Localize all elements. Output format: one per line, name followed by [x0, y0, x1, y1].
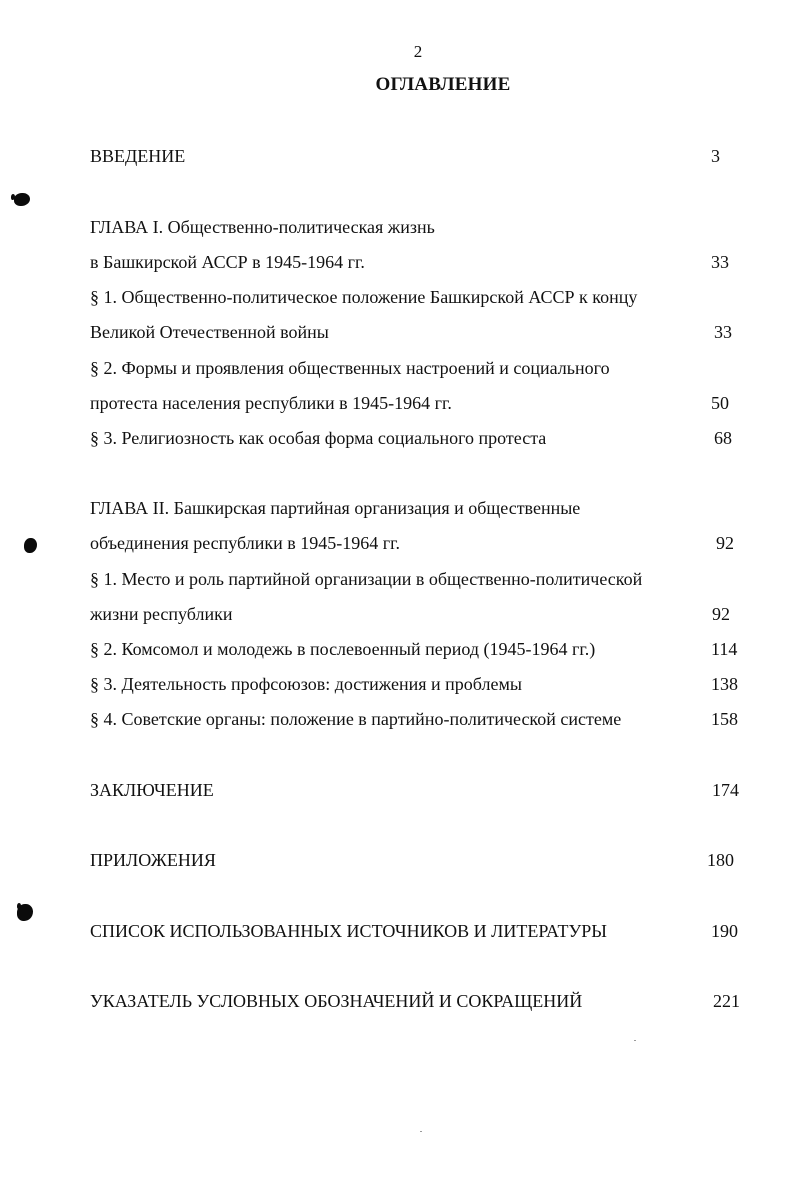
toc-page-ch2-section3: 138	[711, 674, 738, 694]
toc-entry-ch1-section2: § 2. Формы и проявления общественных настроений и социального	[90, 358, 610, 378]
toc-entry-conclusion: ЗАКЛЮЧЕНИЕ	[90, 780, 214, 800]
scan-ink-blot	[24, 538, 37, 553]
toc-page-chapter2: 92	[716, 533, 734, 553]
toc-entry-ch2-section2: § 2. Комсомол и молодежь в послевоенный период (1945-1964 гг.)	[90, 639, 596, 659]
toc-entry-abbreviations: УКАЗАТЕЛЬ УСЛОВНЫХ ОБОЗНАЧЕНИЙ И СОКРАЩЕНИЙ	[90, 991, 583, 1011]
toc-entry-chapter2-title: ГЛАВА II. Башкирская партийная организация и общественные	[90, 498, 581, 518]
scan-speck	[634, 1040, 636, 1041]
toc-page-conclusion: 174	[712, 780, 739, 800]
page-number: 2	[413, 42, 423, 61]
scan-ink-blot	[14, 193, 30, 206]
toc-entry-appendix: ПРИЛОЖЕНИЯ	[90, 850, 216, 870]
toc-entry-ch2-section4: § 4. Советские органы: положение в партийно-политической системе	[90, 709, 622, 729]
toc-entry-intro: ВВЕДЕНИЕ	[90, 146, 186, 166]
toc-entry-ch2-section1: § 1. Место и роль партийной организации в общественно-политической	[90, 569, 643, 589]
toc-entry-chapter1-title: ГЛАВА I. Общественно-политическая жизнь	[90, 217, 435, 237]
toc-page-abbreviations: 221	[713, 991, 740, 1011]
toc-entry-ch1-section3: § 3. Религиозность как особая форма социального протеста	[90, 428, 547, 448]
toc-title: ОГЛАВЛЕНИЕ	[375, 74, 511, 95]
toc-entry-ch1-section2-cont: протеста населения республики в 1945-1964 гг.	[90, 393, 452, 413]
toc-page-ch1-section1: 33	[714, 322, 732, 342]
scan-speck	[420, 1131, 422, 1132]
toc-entry-ch1-section1: § 1. Общественно-политическое положение Башкирской АССР к концу	[90, 287, 638, 307]
toc-entry-ch1-section1-cont: Великой Отечественной войны	[90, 322, 329, 342]
toc-entry-ch2-section1-cont: жизни республики	[90, 604, 233, 624]
toc-page-ch1-section2: 50	[711, 393, 729, 413]
toc-page-intro: 3	[711, 146, 720, 166]
toc-page-sources: 190	[711, 921, 738, 941]
toc-entry-ch2-section3: § 3. Деятельность профсоюзов: достижения и проблемы	[90, 674, 522, 694]
toc-page-appendix: 180	[707, 850, 734, 870]
toc-page-ch2-section1: 92	[712, 604, 730, 624]
toc-page-ch1-section3: 68	[714, 428, 732, 448]
toc-entry-chapter2-title-cont: объединения республики в 1945-1964 гг.	[90, 533, 400, 553]
toc-page-ch2-section4: 158	[711, 709, 738, 729]
toc-entry-sources: СПИСОК ИСПОЛЬЗОВАННЫХ ИСТОЧНИКОВ И ЛИТЕРАТУРЫ	[90, 921, 607, 941]
toc-page-chapter1: 33	[711, 252, 729, 272]
toc-entry-chapter1-title-cont: в Башкирской АССР в 1945-1964 гг.	[90, 252, 365, 272]
toc-page-ch2-section2: 114	[711, 639, 738, 659]
